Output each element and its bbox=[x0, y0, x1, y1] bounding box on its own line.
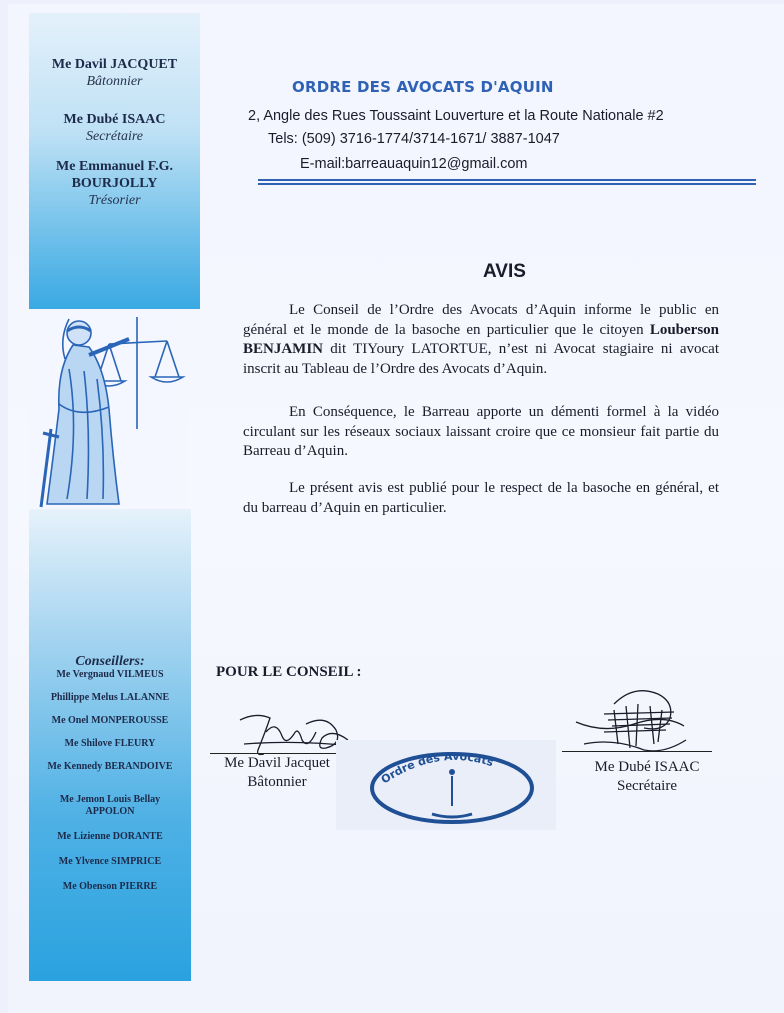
notice-paragraph-2 bbox=[243, 403, 719, 462]
conseiller-item: Me Shilove FLEURY bbox=[64, 738, 156, 749]
officer-tresorier bbox=[29, 158, 200, 209]
signature-secretaire-icon bbox=[574, 684, 694, 756]
conseiller-item: Me Jemon Louis Bellay bbox=[59, 794, 161, 805]
notice-title: AVIS bbox=[483, 261, 526, 282]
notice-text: Le Conseil de l’Ordre des Avocats d’Aquin informe le public en général et le monde de la basoche en particulier que le citoyen bbox=[243, 302, 719, 338]
conseiller-item: Me Ylvence SIMPRICE bbox=[58, 856, 162, 867]
notice-paragraph-3 bbox=[243, 479, 719, 518]
org-email: E-mail:barreauaquin12@gmail.com bbox=[300, 156, 528, 172]
officer-role: Secrétaire bbox=[85, 129, 143, 144]
conseillers-title: Conseillers: bbox=[75, 654, 145, 669]
officer-name-2: BOURJOLLY bbox=[71, 176, 158, 191]
org-title: ORDRE DES AVOCATS D'AQUIN bbox=[292, 78, 554, 96]
signature-right-block bbox=[580, 758, 714, 796]
notice-person-name: Louberson BENJAMIN bbox=[243, 321, 719, 357]
officer-secretaire bbox=[29, 111, 200, 145]
header-rule bbox=[258, 183, 756, 185]
signature-line bbox=[562, 751, 712, 752]
sidebar-conseillers bbox=[29, 509, 191, 981]
org-address: 2, Angle des Rues Toussaint Louverture et la Route Nationale #2 bbox=[248, 108, 664, 124]
notice-text: En Conséquence, le Barreau apporte un démenti formel à la vidéo circulant sur les réseaux sociaux laissant croire que ce monsieur fait partie du Barreau d’Aquin. bbox=[243, 404, 719, 459]
stamp-text: Ordre des Avocats bbox=[378, 749, 496, 787]
signatory-name: Me Davil Jacquet bbox=[224, 755, 330, 771]
conseiller-item: Me Obenson PIERRE bbox=[62, 881, 158, 892]
header-rule bbox=[258, 179, 756, 181]
officer-name: Me Dubé ISAAC bbox=[63, 112, 166, 127]
notice-text: Le présent avis est publié pour le respect de la basoche en général, et du barreau d’Aquin en particulier. bbox=[243, 480, 719, 516]
conseiller-item: Me Kennedy BERANDOIVE bbox=[47, 761, 173, 772]
officer-role: Bâtonnier bbox=[86, 74, 143, 89]
officer-name: Me Davil JACQUET bbox=[51, 57, 178, 72]
lady-justice-icon bbox=[29, 309, 187, 509]
notice-text: dit TIYoury LATORTUE, n’est ni Avocat stagiaire ni avocat inscrit au Tableau de l’Ordre des Avocats d’Aquin. bbox=[243, 341, 719, 377]
signatory-role: Secrétaire bbox=[617, 778, 677, 794]
signature-left-block bbox=[214, 754, 340, 792]
conseiller-item: Phillippe Melus LALANNE bbox=[50, 692, 170, 703]
conseiller-item: Me Vergnaud VILMEUS bbox=[56, 669, 164, 680]
org-phones: Tels: (509) 3716-1774/3714-1671/ 3887-1047 bbox=[268, 131, 560, 147]
signatory-role: Bâtonnier bbox=[247, 774, 307, 790]
officer-role: Trésorier bbox=[88, 193, 141, 208]
conseiller-item: APPOLON bbox=[85, 806, 135, 817]
pour-le-conseil: POUR LE CONSEIL : bbox=[216, 664, 362, 680]
notice-paragraph-1 bbox=[243, 301, 719, 379]
conseiller-item: Me Lizienne DORANTE bbox=[57, 831, 163, 842]
lady-justice-illustration bbox=[29, 309, 187, 509]
sidebar-officers bbox=[29, 13, 200, 309]
signatory-name: Me Dubé ISAAC bbox=[594, 759, 700, 775]
official-stamp-icon bbox=[336, 740, 556, 830]
officer-name: Me Emmanuel F.G. bbox=[56, 159, 173, 174]
conseiller-item: Me Onel MONPEROUSSE bbox=[51, 715, 169, 726]
officer-batonnier bbox=[29, 56, 200, 90]
